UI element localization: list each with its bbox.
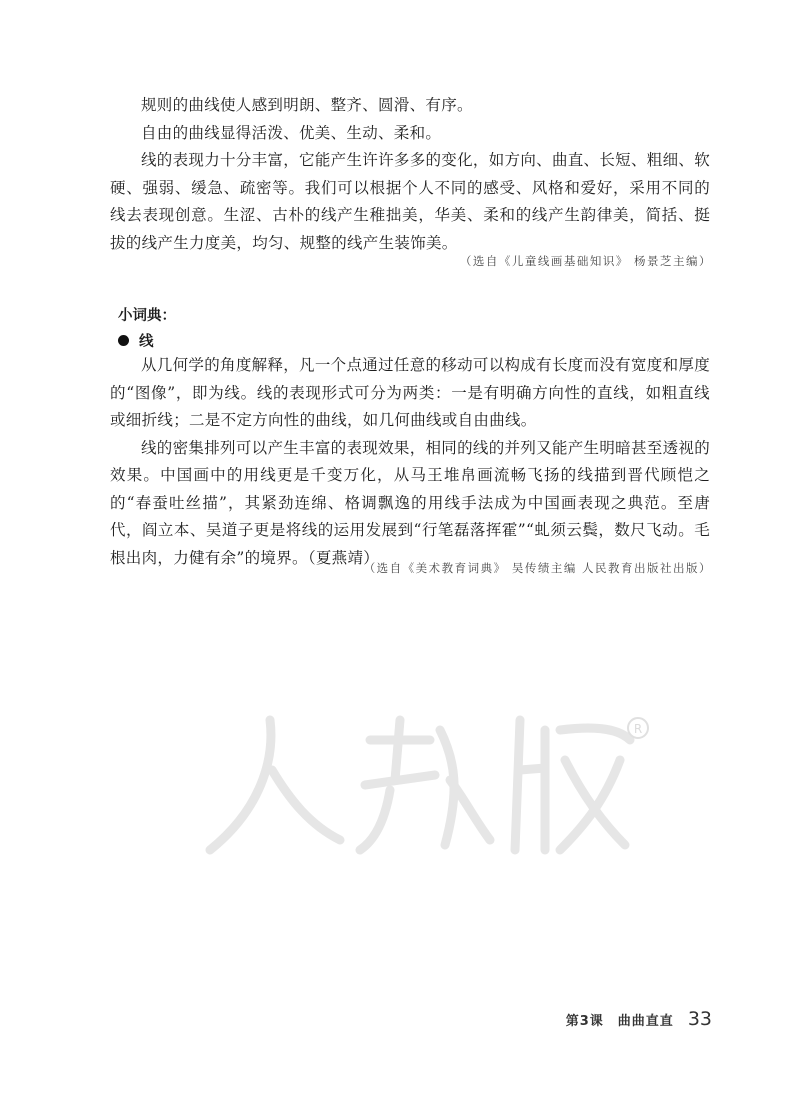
paragraph-regular-curves: 规则的曲线使人感到明朗、整齐、圆滑、有序。 xyxy=(141,96,473,114)
paragraph-line-expression: 线的表现力十分丰富，它能产生许许多多的变化，如方向、曲直、长短、粗细、软硬、强弱、缓急、疏密等。我们可以根据个人不同的感受、风格和爱好，采用不同的线去表现创意。生涩、古朴的线产生稚拙美，华美、柔和的线产生韵律美，简括、挺拔的线产生力度美，均匀、规整的线产生装饰美。 xyxy=(110,151,710,252)
source-citation-2: （选自《美术教育词典》 吴传绩主编 人民教育出版社出版） xyxy=(363,561,712,575)
page-footer xyxy=(566,1008,712,1030)
paragraph-geometry-definition: 从几何学的角度解释，凡一个点通过任意的移动可以构成有长度而没有宽度和厚度的“图像”，即为线。线的表现形式可分为两类：一是有明确方向性的直线，如粗直线或细折线；二是不定方向性的曲线，如几何曲线或自由曲线。 xyxy=(110,356,710,429)
dictionary-heading: 小词典： xyxy=(118,308,176,324)
svg-text:R: R xyxy=(633,722,643,736)
dictionary-body xyxy=(110,352,710,572)
section-body xyxy=(110,92,710,257)
paragraph-free-curves: 自由的曲线显得活泼、优美、生动、柔和。 xyxy=(141,123,442,142)
page-number: 33 xyxy=(687,1008,712,1030)
dictionary-term-label: 线 xyxy=(139,334,154,350)
lesson-title: 第3课 曲曲直直 xyxy=(565,1014,674,1029)
publisher-watermark xyxy=(200,700,650,860)
bullet-icon xyxy=(118,335,129,346)
watermark-calligraphy-icon xyxy=(200,700,650,860)
paragraph-chinese-painting-lines: 线的密集排列可以产生丰富的表现效果，相同的线的并列又能产生明暗甚至透视的效果。中国画中的用线更是千变万化，从马王堆帛画流畅飞扬的线描到晋代顾恺之的“春蚕吐丝描”，其紧劲连绵、格调飘逸的用线手法成为中国画表现之典范。至唐代，阎立本、吴道子更是将线的运用发展到“行笔磊落挥霍”“虬须云鬓，数尺飞动。毛根出肉，力健有余”的境界。（夏燕靖） xyxy=(110,438,710,567)
dictionary-term xyxy=(118,330,154,351)
source-citation-1: （选自《儿童线画基础知识》 杨景芝主编） xyxy=(459,254,712,268)
